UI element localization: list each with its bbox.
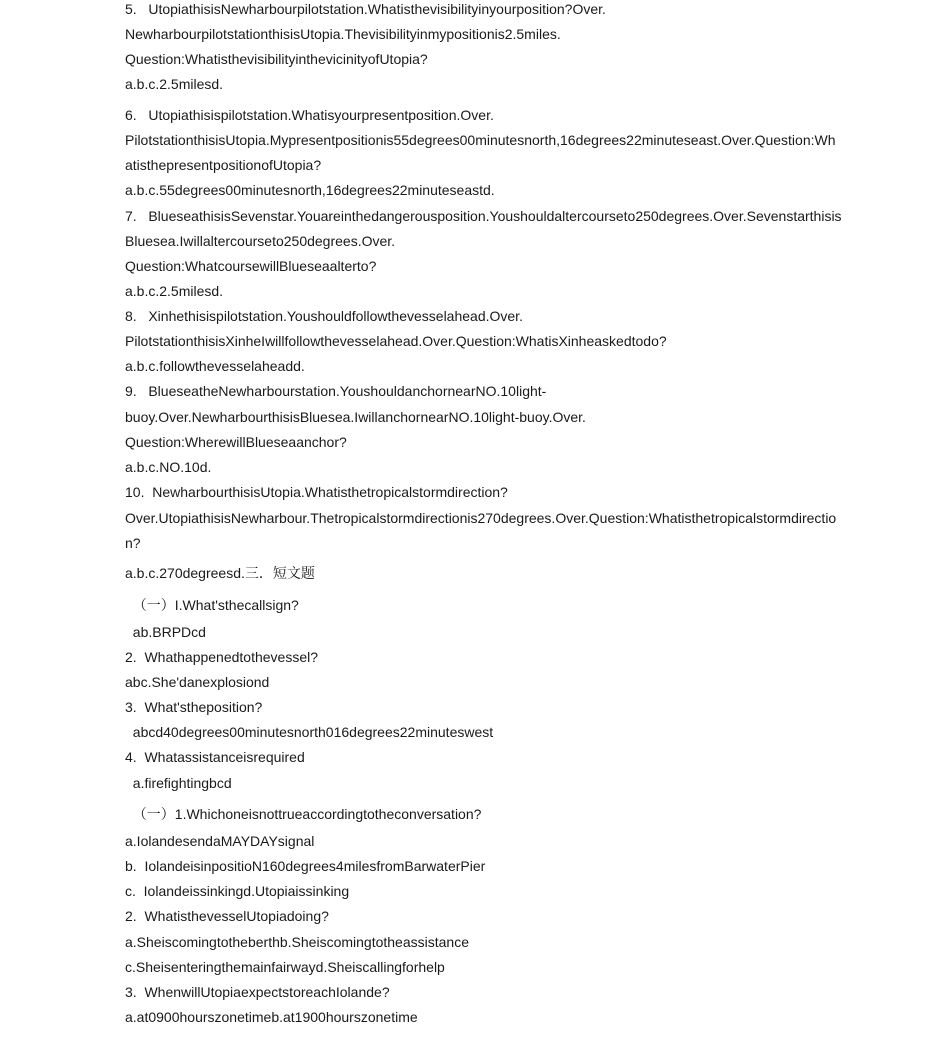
- text-line: c.Sheisenteringthemainfairwayd.Sheiscallingforhelp: [125, 959, 445, 975]
- text-line: 5. UtopiathisisNewharbourpilotstation.Whatisthevisibilityinyourposition?Over.: [125, 1, 606, 17]
- text-line: a.b.c.55degrees00minutesnorth,16degrees22minuteseastd.: [125, 182, 495, 198]
- text-line: a.firefightingbcd: [125, 775, 232, 791]
- text-line: n?: [125, 535, 141, 551]
- text-line: b. IolandeisinpositioN160degrees4milesfromBarwaterPier: [125, 858, 486, 874]
- text-line: 3. WhenwillUtopiaexpectstoreachIolande?: [125, 984, 390, 1000]
- text-line: 2. WhatisthevesselUtopiadoing?: [125, 908, 329, 924]
- text-line: PilotstationthisisXinheIwillfollowthevesselahead.Over.Question:WhatisXinheaskedtodo?: [125, 333, 667, 349]
- text-line: 8. Xinhethisispilotstation.Youshouldfollowthevesselahead.Over.: [125, 308, 523, 324]
- text-line: a.b.c.2.5milesd.: [125, 76, 224, 92]
- text-line: 10. NewharbourthisisUtopia.Whatisthetropicalstormdirection?: [125, 484, 508, 500]
- text-line: a.b.c.270degreesd.三．短文题: [125, 565, 315, 581]
- text-line: 3. What'stheposition?: [125, 699, 263, 715]
- text-line: Question:WherewillBlueseaanchor?: [125, 434, 347, 450]
- text-line: abc.She'danexplosiond: [125, 674, 270, 690]
- text-line: atisthepresentpositionofUtopia?: [125, 157, 322, 173]
- text-line: a.b.c.NO.10d.: [125, 459, 212, 475]
- text-line: c. Iolandeissinkingd.Utopiaissinking: [125, 883, 350, 899]
- text-line: a.b.c.followthevesselaheadd.: [125, 358, 305, 374]
- text-line: ab.BRPDcd: [125, 624, 206, 640]
- text-line: （一）1.Whichoneisnottrueaccordingtotheconversation?: [125, 806, 482, 822]
- text-line: 4. Whatassistanceisrequired: [125, 749, 305, 765]
- text-line: Bluesea.Iwillaltercourseto250degrees.Over.: [125, 233, 396, 249]
- text-line: a.IolandesendaMAYDAYsignal: [125, 833, 315, 849]
- text-line: PilotstationthisisUtopia.Mypresentpositionis55degrees00minutesnorth,16degrees22minuteseast.Over.Question:Wh: [125, 132, 836, 148]
- text-line: Question:WhatisthevisibilityinthevicinityofUtopia?: [125, 51, 428, 67]
- text-line: buoy.Over.NewharbourthisisBluesea.IwillanchornearNO.10light-buoy.Over.: [125, 409, 586, 425]
- text-line: Over.UtopiathisisNewharbour.Thetropicalstormdirectionis270degrees.Over.Question:Whatisthetropicalstormdirectio: [125, 510, 837, 526]
- text-line: 9. BlueseatheNewharbourstation.YoushouldanchornearNO.10light-: [125, 383, 547, 399]
- text-line: NewharbourpilotstationthisisUtopia.Thevisibilityinmypositionis2.5miles.: [125, 26, 561, 42]
- text-line: 2. Whathappenedtothevessel?: [125, 649, 319, 665]
- text-line: 7. BlueseathisisSevenstar.Youareinthedangerousposition.Youshouldaltercourseto250degrees.Over.Sevenstarthisis: [125, 208, 842, 224]
- text-line: a.at0900hourszonetimeb.at1900hourszonetime: [125, 1009, 418, 1025]
- text-line: a.Sheiscomingtotheberthb.Sheiscomingtotheassistance: [125, 934, 469, 950]
- text-line: Question:WhatcoursewillBlueseaalterto?: [125, 258, 377, 274]
- text-line: abcd40degrees00minutesnorth016degrees22minuteswest: [125, 724, 494, 740]
- text-line: a.b.c.2.5milesd.: [125, 283, 224, 299]
- text-line: 6. Utopiathisispilotstation.Whatisyourpresentposition.Over.: [125, 107, 494, 123]
- text-line: （一）I.What'sthecallsign?: [125, 597, 299, 613]
